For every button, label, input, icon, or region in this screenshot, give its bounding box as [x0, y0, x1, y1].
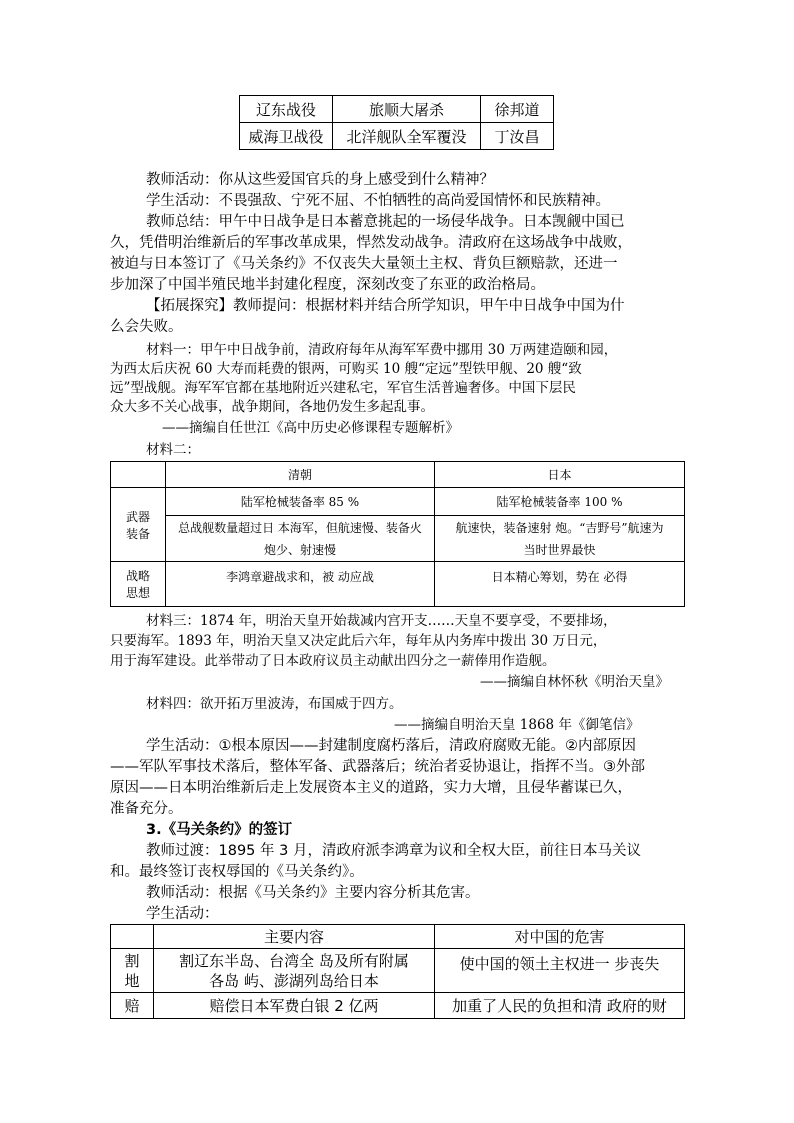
- text-line: 和。最终签订丧权辱国的《马关条约》。: [110, 864, 364, 880]
- table-cell: 使中国的领土主权进一 步丧失: [435, 949, 685, 993]
- table-cell: 丁汝昌: [481, 123, 554, 150]
- text-line: 原因——日本明治维新后走上发展资本主义的道路，实力大增，且侵华蓄谋已久，: [110, 780, 632, 796]
- table-row: [111, 462, 685, 488]
- table-row: [111, 516, 685, 562]
- table-cell: 李鸿章避战求和，被 动应战: [166, 562, 435, 607]
- table-row: [111, 562, 685, 607]
- text-line: 材料三：1874 年，明治天皇开始裁减内宫开支……天皇不要享受，不要排场，: [146, 613, 617, 629]
- text-line: 材料二：: [146, 442, 200, 458]
- row-label: 武器装备: [111, 488, 166, 562]
- treaty-table: [110, 924, 685, 1019]
- heading-text: 3.《马关条约》的签订: [146, 822, 293, 838]
- table-cell: 北洋舰队全军覆没: [333, 123, 481, 150]
- table-header: 对中国的危害: [435, 925, 685, 949]
- table-header: 日本: [435, 462, 685, 488]
- text-line: 准备充分。: [110, 801, 183, 817]
- table-cell: 赔偿日本军费白银 2 亿两: [154, 993, 435, 1019]
- table-cell: 陆军枪械装备率 85 %: [166, 488, 435, 516]
- citation: ——摘编自任世江《高中历史必修课程专题解析》: [162, 420, 459, 436]
- text-line: 材料四：欲开拓万里波涛，布国威于四方。: [146, 696, 403, 712]
- table-row: [111, 949, 685, 993]
- citation: ——摘编自林怀秋《明治天皇》: [480, 674, 669, 690]
- table-cell: 辽东战役: [240, 96, 333, 123]
- table-cell: 旅顺大屠杀: [333, 96, 481, 123]
- table-row: [111, 488, 685, 516]
- table-cell: 航速快，装备速射 炮。“吉野号”航速为当时世界最快: [435, 516, 685, 562]
- comparison-table: [110, 461, 685, 607]
- table-header: 清朝: [166, 462, 435, 488]
- table-cell: 日本精心筹划，势在 必得: [435, 562, 685, 607]
- table-cell: 徐邦道: [481, 96, 554, 123]
- table-header: 主要内容: [154, 925, 435, 949]
- table-cell: 加重了人民的负担和清 政府的财: [435, 993, 685, 1019]
- table-cell: [111, 462, 166, 488]
- table-cell: 威海卫战役: [240, 123, 333, 150]
- text-line: 只要海军。1893 年，明治天皇又决定此后六年，每年从内务库中拨出 30 万日元，: [110, 633, 607, 649]
- text-line: 久，凭借明治维新后的军事改革成果，悍然发动战争。清政府在这场战争中战败，: [110, 235, 632, 251]
- table-cell: [111, 925, 154, 949]
- text-line: 被迫与日本签订了《马关条约》不仅丧失大量领土主权、背负巨额赔款，还进一: [110, 256, 618, 272]
- text-line: 教师过渡：1895 年 3 月，清政府派李鸿章为议和全权大臣，前往日本马关议: [146, 843, 641, 859]
- row-label: 战略思想: [111, 562, 166, 607]
- text-line: 学生活动：不畏强敌、宁死不屈、不怕牺牲的高尚爱国情怀和民族精神。: [146, 193, 610, 209]
- battle-table: [239, 95, 554, 150]
- text-line: 【拓展探究】教师提问：根据材料并结合所学知识，甲午中日战争中国为什: [146, 298, 625, 314]
- text-line: 教师活动：你从这些爱国官兵的身上感受到什么精神？: [146, 172, 494, 188]
- text-line: 用于海军建设。此举带动了日本政府议员主动献出四分之一薪俸用作造舰。: [110, 653, 556, 669]
- table-row: [111, 925, 685, 949]
- table-cell: 割辽东半岛、台湾全 岛及所有附属各岛 屿、澎湖列岛给日本: [154, 949, 435, 993]
- text-line: 教师总结：甲午中日战争是日本蓄意挑起的一场侵华战争。日本觊觎中国已: [146, 214, 625, 230]
- table-row: [111, 993, 685, 1019]
- text-line: 远”型战舰。海军军官都在基地附近兴建私宅，军官生活普遍奢侈。中国下层民: [110, 380, 576, 396]
- row-label: 割地: [111, 949, 154, 993]
- row-label: 赔: [111, 993, 154, 1019]
- text-line: 材料一：甲午中日战争前，清政府每年从海军军费中挪用 30 万两建造颐和园，: [146, 342, 618, 358]
- text-line: 教师活动：根据《马关条约》主要内容分析其危害。: [146, 885, 480, 901]
- table-cell: 总战舰数量超过日 本海军，但航速慢、装备火炮少、射速慢: [166, 516, 435, 562]
- text-line: 众大多不关心战事，战争期间，各地仍发生多起乱事。: [110, 399, 434, 415]
- table-row: [240, 96, 554, 123]
- text-line: 学生活动：①根本原因——封建制度腐朽落后，清政府腐败无能。②内部原因: [146, 738, 636, 754]
- text-line: ——军队军事技术落后，整体军备、武器落后；统治者妥协退让，指挥不当。③外部: [110, 759, 645, 775]
- text-line: 么会失败。: [110, 319, 183, 335]
- text-line: 步加深了中国半殖民地半封建化程度，深刻改变了东亚的政治格局。: [110, 277, 545, 293]
- text-line: 为西太后庆祝 60 大寿而耗费的银两，可购买 10 艘“定远”型铁甲舰、20 艘“致: [110, 361, 582, 377]
- text-line: 学生活动：: [146, 906, 219, 922]
- citation: ——摘编自明治天皇 1868 年《御笔信》: [394, 717, 640, 733]
- table-row: [240, 123, 554, 150]
- table-cell: 陆军枪械装备率 100 %: [435, 488, 685, 516]
